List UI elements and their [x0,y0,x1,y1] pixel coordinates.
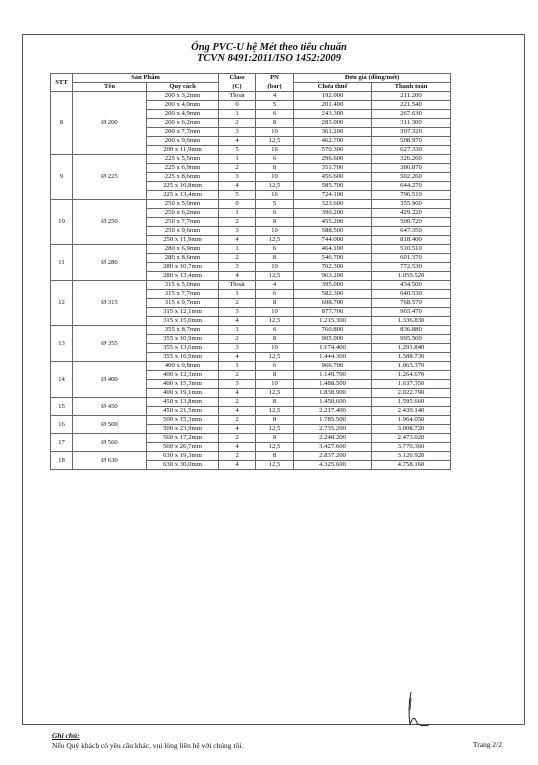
spec-cell: 280 x 6,9mm [147,245,219,254]
pn-cell: 10 [256,263,294,272]
header-ten: Tên [73,83,147,92]
class-cell: 0 [219,200,256,209]
header-thanh-toan: Thanh toán [372,83,451,92]
table-row [51,398,451,407]
spec-cell: 250 x 6,2mm [147,209,219,218]
price-total-cell: 818.400 [372,236,451,245]
spec-cell: 400 x 9,8mm [147,362,219,371]
class-cell: 2 [219,218,256,227]
class-cell: 3 [219,344,256,353]
product-name-cell: Ø 355 [73,326,147,362]
spec-cell: 630 x 19,3mm [147,452,219,461]
stt-cell: 8 [51,92,73,155]
price-before-tax-cell: 905.000 [294,335,372,344]
class-cell: 3 [219,263,256,272]
price-total-cell: 627.330 [372,146,451,155]
spec-cell: 315 x 5,0mm [147,281,219,290]
spec-cell: 200 x 4,9mm [147,110,219,119]
spec-cell: 280 x 10,7mm [147,263,219,272]
spec-cell: 355 x 10,9mm [147,335,219,344]
price-total-cell: 502.260 [372,173,451,182]
document-standard: TCVN 8491:2011/ISO 1452:2009 [196,53,342,64]
price-before-tax-cell: 2.248.200 [294,434,372,443]
spec-cell: 225 x 13,4mm [147,191,219,200]
price-before-tax-cell: 351.700 [294,164,372,173]
price-before-tax-cell: 877.700 [294,308,372,317]
price-before-tax-cell: 1.488.500 [294,380,372,389]
class-cell: 4 [219,272,256,281]
price-total-cell: 2.439.140 [372,407,451,416]
price-before-tax-cell: 1.450.600 [294,398,372,407]
price-total-cell: 311.300 [372,119,451,128]
pn-cell: 16 [256,146,294,155]
class-cell: Thoát [219,281,256,290]
class-cell: 1 [219,155,256,164]
price-total-cell: 4.758.160 [372,461,451,470]
class-cell: 1 [219,290,256,299]
price-total-cell: 640.530 [372,290,451,299]
spec-cell: 400 x 12,3mm [147,371,219,380]
price-before-tax-cell: 283.000 [294,119,372,128]
spec-cell: 450 x 21,5mm [147,407,219,416]
class-cell: 3 [219,227,256,236]
price-before-tax-cell: 585.700 [294,182,372,191]
price-before-tax-cell: 395.000 [294,281,372,290]
price-before-tax-cell: 1.174.400 [294,344,372,353]
price-total-cell: 3.770.360 [372,443,451,452]
header-stt: STT [51,74,73,92]
header-san-pham: Sản Phẩm [73,74,219,83]
price-before-tax-cell: 455.200 [294,218,372,227]
spec-cell: 225 x 5,5mm [147,155,219,164]
price-before-tax-cell: 546.700 [294,254,372,263]
pn-cell: 8 [256,335,294,344]
pn-cell: 8 [256,371,294,380]
header-chua-thue: Chưa thuế [294,83,372,92]
product-name-cell: Ø 250 [73,200,147,245]
price-total-cell: 3.008.720 [372,425,451,434]
price-total-cell: 221.540 [372,101,451,110]
price-total-cell: 434.500 [372,281,451,290]
class-cell: 4 [219,443,256,452]
price-before-tax-cell: 2.735.200 [294,425,372,434]
price-before-tax-cell: 1.785.500 [294,416,372,425]
price-before-tax-cell: 966.700 [294,362,372,371]
class-cell: 4 [219,425,256,434]
price-total-cell: 1.336.830 [372,317,451,326]
header-class: Class [219,74,256,83]
price-total-cell: 1.637.350 [372,380,451,389]
spec-cell: 225 x 8,6mm [147,173,219,182]
pn-cell: 5 [256,101,294,110]
price-before-tax-cell: 582.300 [294,290,372,299]
price-before-tax-cell: 323.600 [294,200,372,209]
class-cell: 4 [219,137,256,146]
table-row [51,452,451,461]
price-before-tax-cell: 724.100 [294,191,372,200]
product-name-cell: Ø 560 [73,434,147,452]
stt-cell: 13 [51,326,73,362]
spec-cell: 200 x 11,9mm [147,146,219,155]
pn-cell: 12,5 [256,407,294,416]
pn-cell: 10 [256,308,294,317]
class-cell: Thoát [219,92,256,101]
class-cell: 3 [219,173,256,182]
spec-cell: 280 x 13,4mm [147,272,219,281]
price-before-tax-cell: 570.300 [294,146,372,155]
spec-cell: 355 x 8,7mm [147,326,219,335]
price-total-cell: 211.200 [372,92,451,101]
pn-cell: 12,5 [256,182,294,191]
spec-cell: 200 x 9,6mm [147,137,219,146]
pn-cell: 12,5 [256,389,294,398]
pn-cell: 6 [256,110,294,119]
class-cell: 1 [219,245,256,254]
class-cell: 3 [219,308,256,317]
header-pn-unit: (bar) [256,83,294,92]
product-name-cell: Ø 450 [73,398,147,416]
class-cell: 0 [219,101,256,110]
spec-cell: 560 x 17,2mm [147,434,219,443]
price-before-tax-cell: 464.100 [294,245,372,254]
pn-cell: 10 [256,227,294,236]
price-before-tax-cell: 702.300 [294,263,372,272]
table-row [51,155,451,164]
spec-cell: 315 x 9,7mm [147,299,219,308]
price-total-cell: 1.264.670 [372,371,451,380]
spec-cell: 200 x 6,2mm [147,119,219,128]
spec-cell: 355 x 16,9mm [147,353,219,362]
price-total-cell: 2.473.020 [372,434,451,443]
price-total-cell: 1.588.730 [372,353,451,362]
spec-cell: 200 x 7,7mm [147,128,219,137]
price-before-tax-cell: 462.700 [294,137,372,146]
product-name-cell: Ø 400 [73,362,147,398]
table-row [51,434,451,443]
stt-cell: 16 [51,416,73,434]
price-total-cell: 1.595.660 [372,398,451,407]
price-before-tax-cell: 4.325.600 [294,461,372,470]
table-row [51,416,451,425]
class-cell: 2 [219,335,256,344]
note-text: Nếu Quý khách có yêu cầu khác, vui lòng liên hệ với chúng tôi. [52,741,244,750]
pn-cell: 8 [256,434,294,443]
price-before-tax-cell: 2.217.400 [294,407,372,416]
spec-cell: 500 x 15,3mm [147,416,219,425]
class-cell: 2 [219,371,256,380]
class-cell: 4 [219,317,256,326]
pn-cell: 4 [256,281,294,290]
spec-cell: 500 x 23,9mm [147,425,219,434]
class-cell: 1 [219,362,256,371]
class-cell: 3 [219,128,256,137]
price-total-cell: 647.350 [372,227,451,236]
stt-cell: 15 [51,398,73,416]
price-total-cell: 3.120.920 [372,452,451,461]
price-before-tax-cell: 201.400 [294,101,372,110]
pn-cell: 10 [256,173,294,182]
price-total-cell: 768.570 [372,299,451,308]
page-number: Trang 2/2 [472,740,502,749]
table-row [51,245,451,254]
header-don-gia: Đơn giá (đồng/mét) [294,74,451,83]
class-cell: 3 [219,380,256,389]
price-total-cell: 267.630 [372,110,451,119]
pn-cell: 6 [256,362,294,371]
spec-cell: 355 x 13,6mm [147,344,219,353]
pn-cell: 6 [256,290,294,299]
class-cell: 4 [219,236,256,245]
spec-cell: 630 x 30,0mm [147,461,219,470]
class-cell: 4 [219,389,256,398]
price-total-cell: 429.220 [372,209,451,218]
price-before-tax-cell: 3.427.600 [294,443,372,452]
product-name-cell: Ø 200 [73,92,147,155]
pn-cell: 4 [256,92,294,101]
price-before-tax-cell: 2.837.200 [294,452,372,461]
price-before-tax-cell: 1.215.300 [294,317,372,326]
table-row [51,92,451,101]
class-cell: 2 [219,299,256,308]
class-cell: 1 [219,326,256,335]
stt-cell: 17 [51,434,73,452]
document-title: Ống PVC-U hệ Mét theo tiêu chuẩn [191,42,347,53]
class-cell: 2 [219,452,256,461]
pn-cell: 8 [256,218,294,227]
table-row [51,362,451,371]
price-table-body [51,92,451,470]
class-cell: 4 [219,353,256,362]
price-before-tax-cell: 243.300 [294,110,372,119]
price-total-cell: 2.022.790 [372,389,451,398]
header-pn: PN [256,74,294,83]
price-total-cell: 1.063.370 [372,362,451,371]
product-name-cell: Ø 500 [73,416,147,434]
price-before-tax-cell: 744.000 [294,236,372,245]
header-class-unit: (C) [219,83,256,92]
spec-cell: 225 x 6,9mm [147,164,219,173]
price-before-tax-cell: 1.838.900 [294,389,372,398]
pn-cell: 6 [256,155,294,164]
price-total-cell: 995.500 [372,335,451,344]
class-cell: 2 [219,254,256,263]
header-quy-cach: Quy cách [147,83,219,92]
price-total-cell: 386.870 [372,164,451,173]
price-before-tax-cell: 192.000 [294,92,372,101]
stt-cell: 9 [51,155,73,200]
spec-cell: 200 x 4,0mm [147,101,219,110]
class-cell: 5 [219,191,256,200]
class-cell: 2 [219,416,256,425]
spec-cell: 250 x 5,0mm [147,200,219,209]
spec-cell: 315 x 7,7mm [147,290,219,299]
product-name-cell: Ø 280 [73,245,147,281]
pn-cell: 10 [256,380,294,389]
price-before-tax-cell: 456.600 [294,173,372,182]
pn-cell: 12,5 [256,443,294,452]
price-total-cell: 796.510 [372,191,451,200]
class-cell: 1 [219,110,256,119]
product-name-cell: Ø 225 [73,155,147,200]
price-before-tax-cell: 588.500 [294,227,372,236]
class-cell: 4 [219,461,256,470]
class-cell: 1 [219,209,256,218]
product-name-cell: Ø 315 [73,281,147,326]
price-total-cell: 772.530 [372,263,451,272]
pn-cell: 12,5 [256,272,294,281]
pn-cell: 8 [256,254,294,263]
table-row [51,200,451,209]
price-total-cell: 1.059.520 [372,272,451,281]
spec-cell: 280 x 8,6mm [147,254,219,263]
price-total-cell: 326.260 [372,155,451,164]
class-cell: 2 [219,119,256,128]
pn-cell: 10 [256,344,294,353]
class-cell: 4 [219,407,256,416]
price-total-cell: 1.291.840 [372,344,451,353]
pn-cell: 8 [256,398,294,407]
class-cell: 5 [219,146,256,155]
price-total-cell: 508.970 [372,137,451,146]
spec-cell: 400 x 15,3mm [147,380,219,389]
price-total-cell: 601.370 [372,254,451,263]
spec-cell: 250 x 11,9mm [147,236,219,245]
price-table [50,73,451,470]
spec-cell: 200 x 3,2mm [147,92,219,101]
price-before-tax-cell: 760.800 [294,326,372,335]
price-total-cell: 965.470 [372,308,451,317]
price-total-cell: 644.270 [372,182,451,191]
price-total-cell: 1.964.050 [372,416,451,425]
spec-cell: 250 x 7,7mm [147,218,219,227]
spec-cell: 315 x 15,0mm [147,317,219,326]
spec-cell: 225 x 10,8mm [147,182,219,191]
table-row [51,281,451,290]
price-before-tax-cell: 361.200 [294,128,372,137]
class-cell: 4 [219,182,256,191]
stt-cell: 14 [51,362,73,398]
price-total-cell: 397.320 [372,128,451,137]
pn-cell: 8 [256,452,294,461]
class-cell: 2 [219,164,256,173]
pn-cell: 16 [256,191,294,200]
spec-cell: 400 x 19,1mm [147,389,219,398]
pn-cell: 6 [256,245,294,254]
price-total-cell: 510.510 [372,245,451,254]
pn-cell: 8 [256,164,294,173]
pn-cell: 12,5 [256,236,294,245]
price-total-cell: 500.720 [372,218,451,227]
signature-mark [395,690,435,730]
price-total-cell: 836.880 [372,326,451,335]
pn-cell: 12,5 [256,317,294,326]
pn-cell: 12,5 [256,137,294,146]
pn-cell: 10 [256,128,294,137]
stt-cell: 18 [51,452,73,470]
price-before-tax-cell: 390.200 [294,209,372,218]
pn-cell: 6 [256,209,294,218]
price-total-cell: 355.960 [372,200,451,209]
pn-cell: 12,5 [256,353,294,362]
spec-cell: 560 x 26,7mm [147,443,219,452]
spec-cell: 315 x 12,1mm [147,308,219,317]
spec-cell: 450 x 13,8mm [147,398,219,407]
pn-cell: 8 [256,416,294,425]
price-before-tax-cell: 963.200 [294,272,372,281]
pn-cell: 8 [256,119,294,128]
spec-cell: 250 x 9,6mm [147,227,219,236]
stt-cell: 12 [51,281,73,326]
stt-cell: 11 [51,245,73,281]
note-label: Ghi chú: [52,731,80,740]
pn-cell: 8 [256,299,294,308]
price-before-tax-cell: 1.444.300 [294,353,372,362]
pn-cell: 6 [256,326,294,335]
class-cell: 2 [219,398,256,407]
table-row [51,326,451,335]
pn-cell: 12,5 [256,461,294,470]
price-before-tax-cell: 698.700 [294,299,372,308]
pn-cell: 5 [256,200,294,209]
product-name-cell: Ø 630 [73,452,147,470]
pn-cell: 12,5 [256,425,294,434]
price-before-tax-cell: 1.149.700 [294,371,372,380]
price-before-tax-cell: 296.600 [294,155,372,164]
class-cell: 2 [219,434,256,443]
stt-cell: 10 [51,200,73,245]
